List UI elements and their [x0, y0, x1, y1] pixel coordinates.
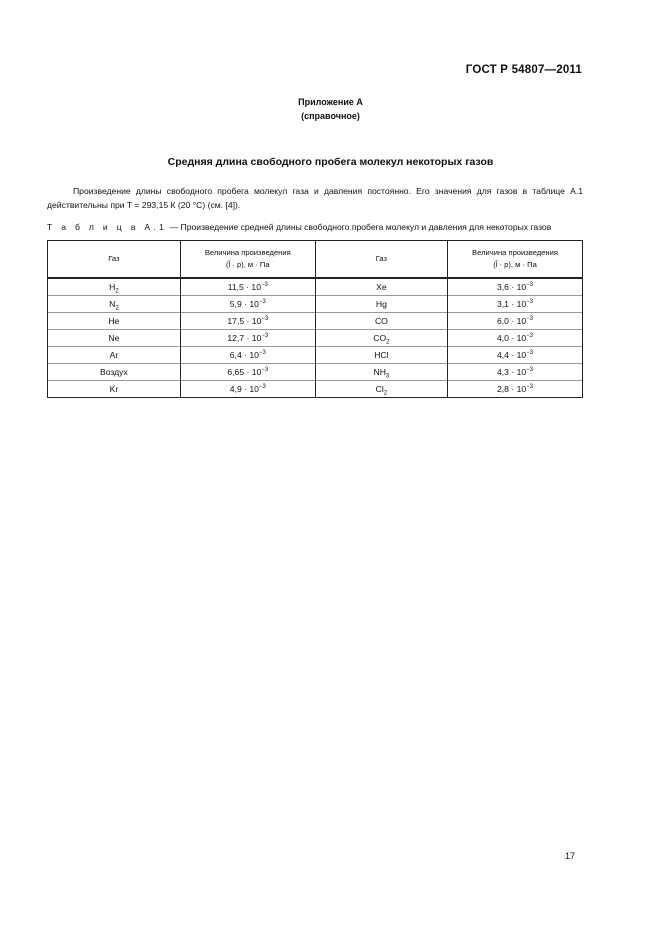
page-number: 17: [564, 851, 575, 861]
gas-cell: Ne: [48, 330, 181, 347]
gas-cell: $NH_3$: [315, 364, 447, 381]
table-caption: [47, 222, 587, 232]
table-row: [48, 296, 583, 313]
value-cell: $11,5 \cdot 10^{-3}$: [180, 278, 315, 296]
table-row: [48, 278, 583, 296]
gas-table: [47, 240, 583, 398]
value-cell: $17,5 \cdot 10^{-3}$: [180, 313, 315, 330]
gas-cell: $Cl_2$: [315, 381, 447, 398]
value-cell: $6,65 \cdot 10^{-3}$: [180, 364, 315, 381]
gas-cell: Воздух: [48, 364, 181, 381]
value-cell: $12,7 \cdot 10^{-3}$: [180, 330, 315, 347]
value-cell: $4,0 \cdot 10^{-3}$: [448, 330, 583, 347]
gas-cell: He: [48, 313, 181, 330]
value-cell: $6,0 \cdot 10^{-3}$: [448, 313, 583, 330]
gas-cell: CO: [315, 313, 447, 330]
gas-cell: Kr: [48, 381, 181, 398]
document-code: ГОСТ Р 54807—2011: [465, 64, 582, 76]
header-value-units: (l̄ · p), м · Па: [493, 260, 537, 269]
gas-cell: HCl: [315, 347, 447, 364]
value-cell: $6,4 \cdot 10^{-3}$: [180, 347, 315, 364]
value-cell: $3,6 \cdot 10^{-3}$: [448, 278, 583, 296]
table-header-row: [48, 241, 583, 279]
header-value-right: [448, 241, 583, 279]
header-value-label: Величина произведения: [472, 248, 558, 257]
value-cell: $2,8 \cdot 10^{-3}$: [448, 381, 583, 398]
annex-title: Приложение А: [298, 97, 363, 107]
header-value-label: Величина произведения: [204, 248, 291, 257]
value-cell: $3,1 \cdot 10^{-3}$: [448, 296, 583, 313]
table-row: [48, 364, 583, 381]
gas-cell: Hg: [315, 296, 447, 313]
table-caption-text: — Произведение средней длины свободного пробега молекул и давления для некоторых газов: [167, 222, 552, 232]
table-caption-label: Т а б л и ц а А.1: [47, 222, 168, 232]
gas-cell: Ar: [48, 347, 181, 364]
table-row: [48, 313, 583, 330]
value-cell: $4,9 \cdot 10^{-3}$: [180, 381, 315, 398]
value-cell: $4,4 \cdot 10^{-3}$: [448, 347, 583, 364]
value-cell: $4,3 \cdot 10^{-3}$: [448, 364, 583, 381]
table-row: [48, 347, 583, 364]
gas-cell: Xe: [315, 278, 447, 296]
header-gas-right: Газ: [315, 241, 447, 279]
table-row: [48, 330, 583, 347]
value-cell: $5,9 \cdot 10^{-3}$: [180, 296, 315, 313]
header-gas-left: Газ: [48, 241, 181, 279]
table-row: [48, 381, 583, 398]
gas-cell: $H_2$: [48, 278, 181, 296]
gas-cell: $CO_2$: [315, 330, 447, 347]
intro-paragraph: Произведение длины свободного пробега молекул газа и давления постоянно. Его значения для газов в таблице А.1 действительны при T = 293,15 К (20 °С) (см. [4]).: [47, 186, 583, 210]
annex-subtitle: (справочное): [301, 111, 360, 121]
header-value-units: (l̄ · p), м · Па: [225, 260, 270, 269]
section-heading: Средняя длина свободного пробега молекул некоторых газов: [167, 156, 494, 168]
header-value-left: [180, 241, 315, 279]
gas-cell: $N_2$: [48, 296, 181, 313]
